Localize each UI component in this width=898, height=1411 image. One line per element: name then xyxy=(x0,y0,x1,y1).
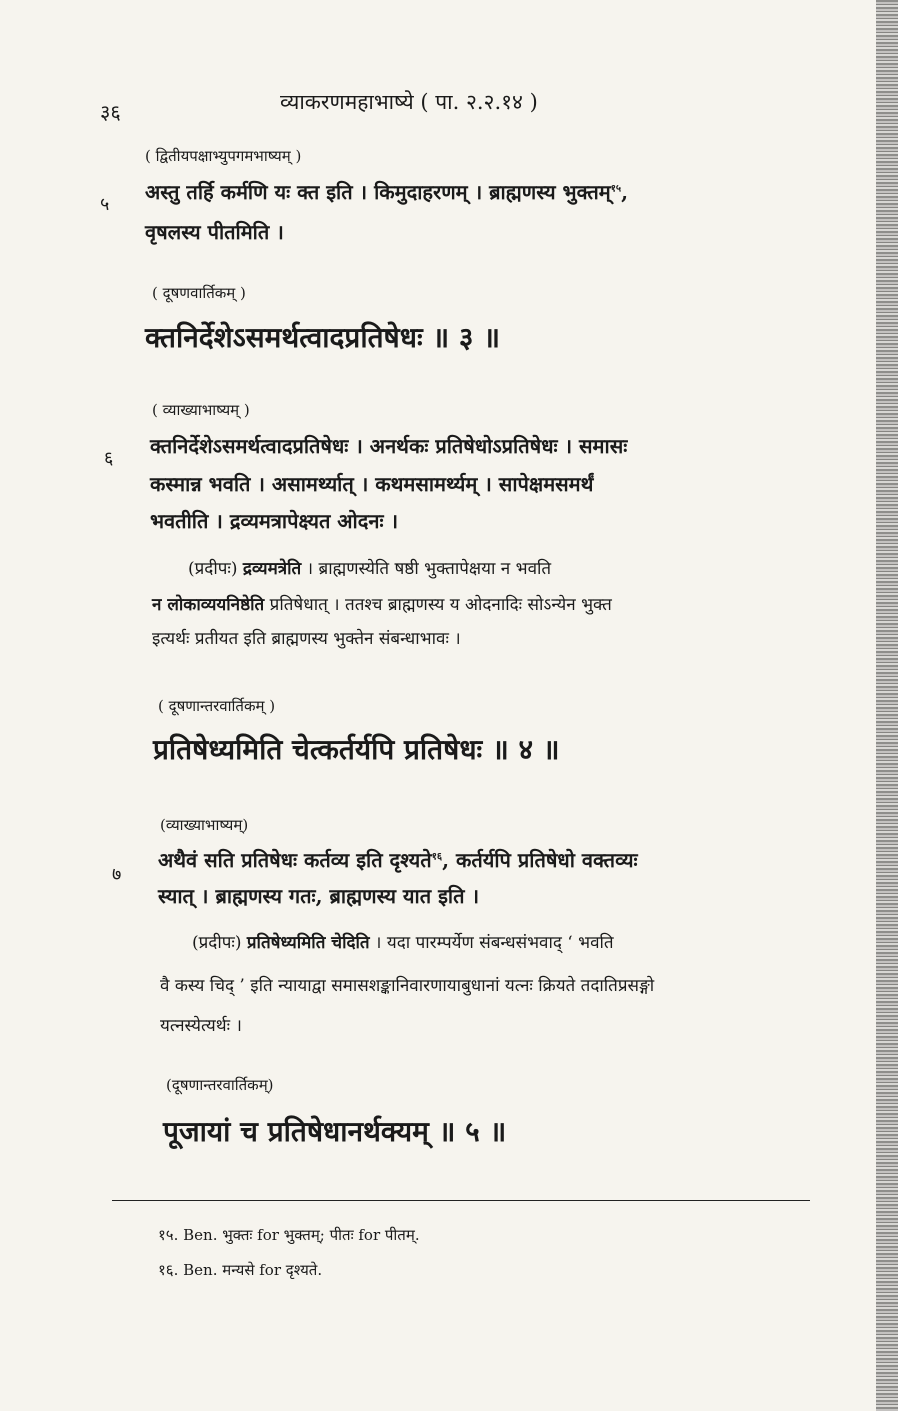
pradipa-line xyxy=(188,556,551,579)
pradipa-tag: (प्रदीपः) xyxy=(188,559,238,579)
line-number: ६ xyxy=(104,448,114,469)
scan-page-edge xyxy=(876,0,898,1411)
footnote: १५. Ben. भुक्तः for भुक्तम्; पीतः for पीतम्. xyxy=(158,1226,420,1244)
vartika: क्तनिर्देशेऽसमर्थत्वादप्रतिषेधः ॥ ३ ॥ xyxy=(145,321,500,354)
bhashya-text: , कर्तर्यपि प्रतिषेधो वक्तव्यः xyxy=(442,848,638,872)
footnote-rule xyxy=(112,1200,810,1201)
pradipa-text: । यदा पारम्पर्येण संबन्धसंभवाद् ‘ भवति xyxy=(375,933,614,953)
pradipa-line xyxy=(152,592,612,615)
pradipa-text: । ब्राह्मणस्येति षष्ठी भुक्तापेक्षया न भवति xyxy=(306,559,552,579)
pradipa-lemma: प्रतिषेध्यमिति चेदिति xyxy=(246,933,370,953)
footnote-ref: १६ xyxy=(431,851,443,863)
section-label: (व्याख्याभाष्यम्) xyxy=(160,816,249,834)
section-label: ( दूषणान्तरवार्तिकम् ) xyxy=(158,697,276,715)
bhashya-line: स्यात् । ब्राह्मणस्य गतः, ब्राह्मणस्य यात इति । xyxy=(158,884,480,908)
bhashya-line: अस्तु तर्हि कर्मणि यः क्त इति । किमुदाहरणम् । ब्राह्मणस्य भुक्तम्$^{१५}$, xyxy=(145,180,629,204)
pradipa-text: प्रतिषेधात् । ततश्च ब्राह्मणस्य य ओदनादिः सोऽन्येन भुक्त xyxy=(269,595,612,615)
pradipa-tag: (प्रदीपः) xyxy=(192,933,242,953)
line-number: ५ xyxy=(100,194,110,215)
pradipa-line: यत्नस्येत्यर्थः । xyxy=(160,1016,242,1036)
bhashya-text: अथैवं सति प्रतिषेधः कर्तव्य इति दृश्यते xyxy=(158,848,432,872)
bhashya-line: क्तनिर्देशेऽसमर्थत्वादप्रतिषेधः । अनर्थकः प्रतिषेधोऽप्रतिषेधः । समासः xyxy=(150,434,628,458)
section-label: ( द्वितीयपक्षाभ्युपगमभाष्यम् ) xyxy=(145,147,302,165)
vartika: प्रतिषेध्यमिति चेत्कर्तर्यपि प्रतिषेधः ॥ ४ ॥ xyxy=(153,733,560,766)
running-title: व्याकरणमहाभाष्ये ( पा. २.२.१४ ) xyxy=(280,90,538,114)
page-number: ३६ xyxy=(100,100,121,124)
pradipa-line: वै कस्य चिद् ’ इति न्यायाद्वा समासशङ्कानिवारणायाबुधानां यत्नः क्रियते तदातिप्रसङ्गो xyxy=(160,976,655,996)
bhashya-line: भवतीति । द्रव्यमत्रापेक्ष्यत ओदनः । xyxy=(150,509,399,533)
line-number: ७ xyxy=(112,864,122,885)
footnote-ref: १५ xyxy=(610,183,622,195)
section-label: ( दूषणवार्तिकम् ) xyxy=(152,284,246,302)
bhashya-line xyxy=(158,846,638,873)
vartika: पूजायां च प्रतिषेधानर्थक्यम् ॥ ५ ॥ xyxy=(163,1115,507,1148)
pradipa-line xyxy=(192,930,614,953)
bhashya-text: अस्तु तर्हि कर्मणि यः क्त इति । किमुदाहरणम् । ब्राह्मणस्य भुक्तम् xyxy=(145,180,611,204)
footnote: १६. Ben. मन्यसे for दृश्यते. xyxy=(158,1261,323,1279)
pradipa-lemma: द्रव्यमत्रेति xyxy=(242,559,302,579)
bhashya-line: कस्मान्न भवति । असामर्थ्यात् । कथमसामर्थ्यम् । सापेक्षमसमर्थं xyxy=(150,472,594,496)
pradipa-line: इत्यर्थः प्रतीयत इति ब्राह्मणस्य भुक्तेन संबन्धाभावः । xyxy=(152,629,461,649)
bhashya-line: वृषलस्य पीतमिति । xyxy=(145,220,284,244)
section-label: (दूषणान्तरवार्तिकम्) xyxy=(166,1076,274,1094)
pradipa-quote: न लोकाव्ययनिष्ठेति xyxy=(152,595,265,615)
section-label: ( व्याख्याभाष्यम् ) xyxy=(152,401,250,419)
